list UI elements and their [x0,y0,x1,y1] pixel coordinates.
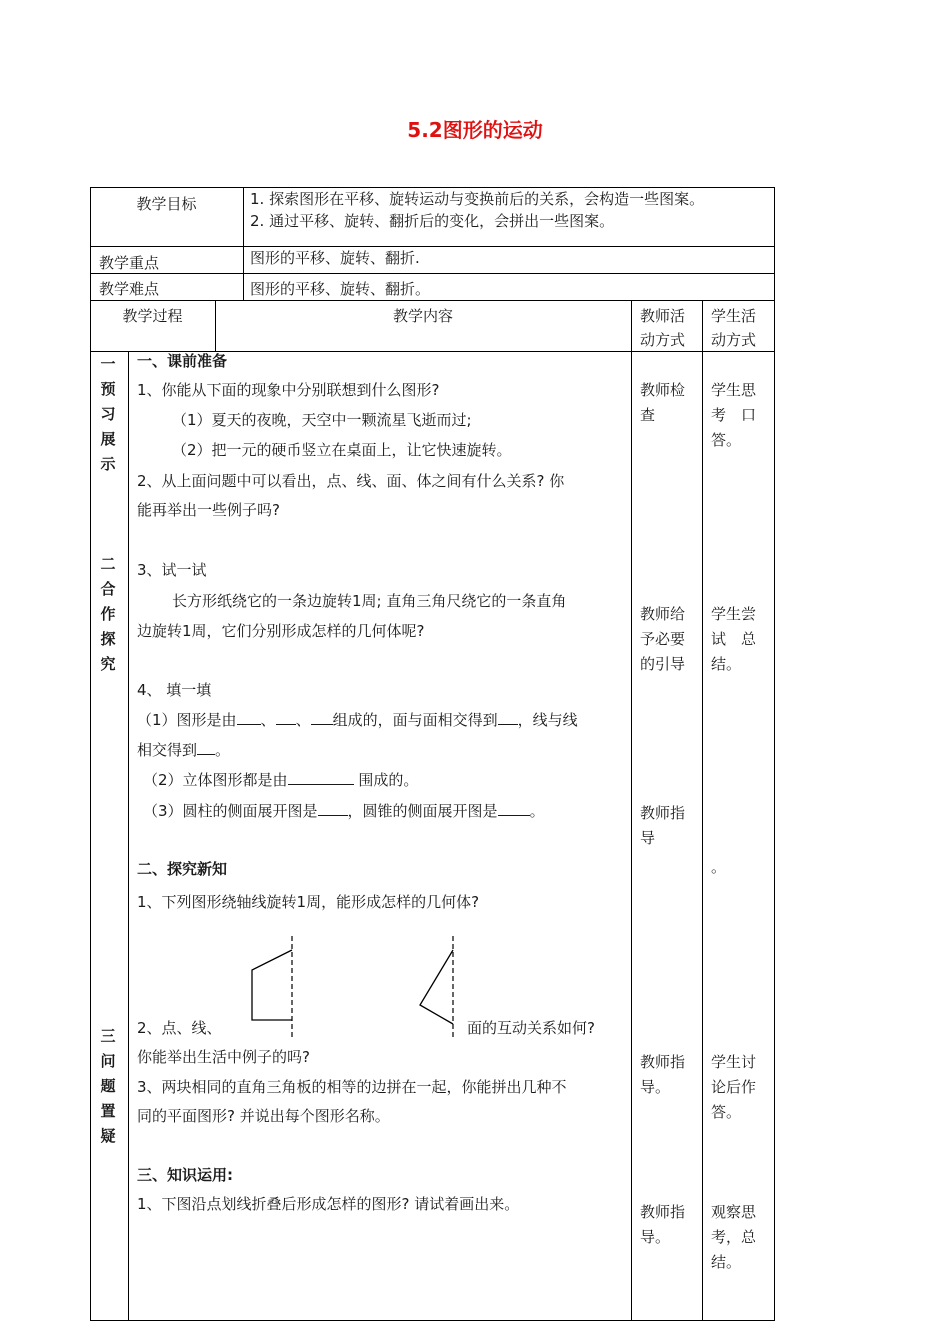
question-3-line-2: 边旋转1周，它们分别形成怎样的几何体呢? [137,622,425,640]
col-student-1: 学生活 [711,307,757,325]
section-2-title: 二、探究新知 [137,860,228,878]
fill-2: （2）立体图形都是由 围成的。 [143,771,419,789]
goal-2: 2. 通过平移、旋转、翻折后的变化，会拼出一些图案。 [250,212,615,230]
knowledge-1: 1、下图沿点划线折叠后形成怎样的图形? 请试着画出来。 [137,1195,520,1213]
new-2-part-a: 2、点、线、 [137,1019,222,1037]
goal-label: 教学目标 [136,195,197,213]
triangle-figure [420,936,453,1040]
question-1b: （2）把一元的硬币竖立在桌面上，让它快速旋转。 [172,441,512,459]
section-1-title: 一、课前准备 [137,352,228,370]
question-1: 1、你能从下面的现象中分别联想到什么图形? [137,381,440,399]
question-1a: （1）夏天的夜晚，天空中一颗流星飞逝而过; [172,411,472,429]
page-title: 5.2图形的运动 [407,118,543,142]
rotation-figures [240,930,470,1040]
stage-1-label: 一 预 习 展 示 [100,355,116,473]
trapezoid-figure [252,936,292,1040]
col-content: 教学内容 [392,307,453,325]
difficulty-label: 教学难点 [99,280,160,298]
question-3-title: 3、试一试 [137,561,207,579]
fill-1-line-1: （1）图形是由 、 、 组成的，面与面相交得到 ，线与线 [137,711,578,729]
key-text: 图形的平移、旋转、翻折. [250,249,420,267]
new-2-part-c: 你能举出生活中例子的吗? [137,1048,310,1066]
col-teacher-2: 动方式 [640,331,686,349]
question-2-line-2: 能再举出一些例子吗? [137,501,280,519]
stage-2-label: 二 合 作 探 究 [100,555,116,673]
goal-1: 1. 探索图形在平移、旋转运动与变换前后的关系，会构造一些图案。 [250,190,705,208]
fill-3: （3）圆柱的侧面展开图是 ，圆锥的侧面展开图是 。 [143,802,545,820]
key-label: 教学重点 [99,254,160,272]
question-4-title: 4、 填一填 [137,681,212,699]
new-3-line-1: 3、两块相同的直角三角板的相等的边拼在一起，你能拼出几种不 [137,1078,567,1096]
col-teacher-1: 教师活 [640,307,686,325]
section-3-title: 三、知识运用: [137,1166,233,1184]
question-2-line-1: 2、从上面问题中可以看出，点、线、面、体之间有什么关系? 你 [137,472,565,490]
stage-3-label: 三 问 题 置 疑 [100,1027,116,1145]
new-3-line-2: 同的平面图形? 并说出每个图形名称。 [137,1107,390,1125]
col-process: 教学过程 [122,307,183,325]
col-student-2: 动方式 [711,331,757,349]
fill-1-line-2: 相交得到 。 [137,741,231,759]
question-3-line-1: 长方形纸绕它的一条边旋转1周; 直角三角尺绕它的一条直角 [172,592,567,610]
new-2-part-b: 面的互动关系如何? [467,1019,595,1037]
new-1: 1、下列图形绕轴线旋转1周，能形成怎样的几何体? [137,893,480,911]
difficulty-text: 图形的平移、旋转、翻折。 [250,280,431,298]
